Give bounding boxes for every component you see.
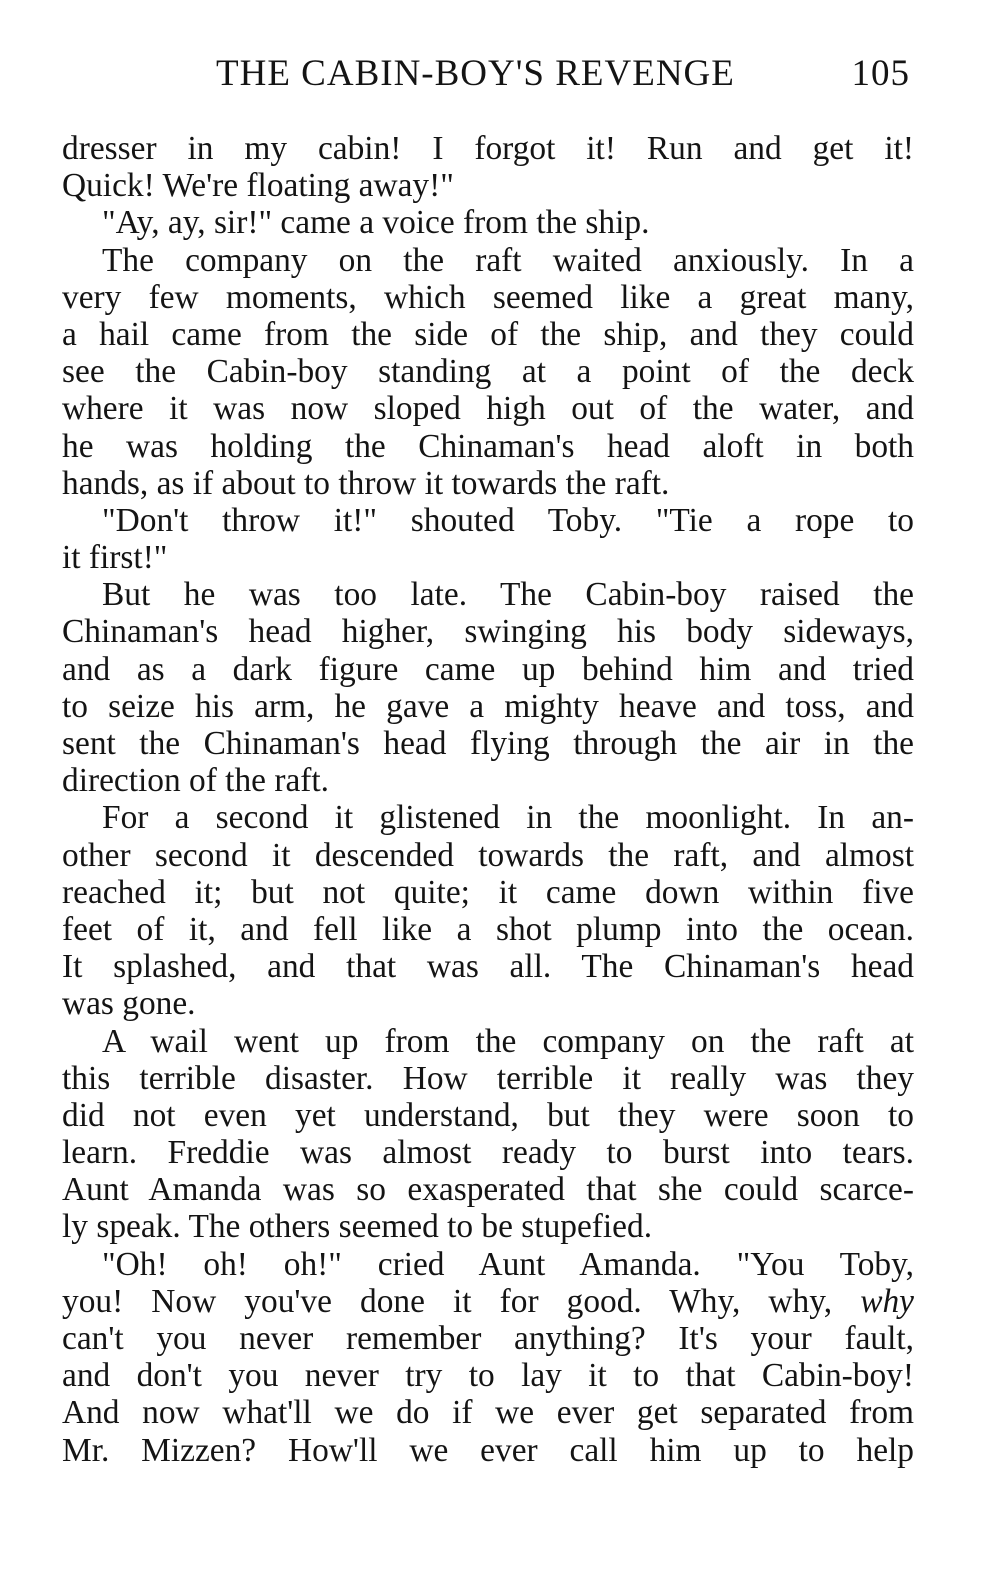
text-line — [62, 1134, 914, 1171]
text-line — [62, 1283, 914, 1320]
text-line-content: feet of it, and fell like a shot plump into the ocean. — [62, 910, 914, 948]
text-line-content: A wail went up from the company on the raft at — [102, 1022, 914, 1060]
text-line — [62, 1171, 914, 1208]
text-line — [62, 204, 914, 241]
text-line — [62, 279, 914, 316]
text-line-content: learn. Freddie was almost ready to burst into tears. — [62, 1134, 914, 1172]
text-line — [62, 688, 914, 725]
text-line — [62, 1023, 914, 1060]
running-head — [62, 52, 914, 100]
text-line-content: he was holding the Chinaman's head aloft in both — [62, 427, 914, 465]
text-line — [62, 651, 914, 688]
text-line — [62, 428, 914, 465]
text-line — [62, 353, 914, 390]
text-line-content: to seize his arm, he gave a mighty heave and toss, and — [62, 687, 914, 725]
text-line — [62, 837, 914, 874]
text-line — [62, 613, 914, 650]
text-line — [62, 1432, 914, 1469]
text-line — [62, 130, 914, 167]
text-line-content: direction of the raft. — [62, 762, 330, 800]
text-line-content: other second it descended towards the raft, and almost — [62, 836, 914, 874]
text-line-content: Chinaman's head higher, swinging his body sideways, — [62, 613, 914, 651]
text-line-content: "Ay, ay, sir!" came a voice from the ship. — [102, 204, 650, 242]
text-line — [62, 1246, 914, 1283]
text-line — [62, 1097, 914, 1134]
text-line-content: you! Now you've done it for good. Why, why, — [62, 1282, 861, 1320]
text-line — [62, 502, 914, 539]
text-line — [62, 167, 914, 204]
italic-word: why — [860, 1282, 914, 1320]
text-line-content: where it was now sloped high out of the water, and — [62, 390, 914, 428]
text-line — [62, 725, 914, 762]
text-line-content: it first!" — [62, 539, 168, 577]
text-line — [62, 948, 914, 985]
text-line — [62, 874, 914, 911]
text-line-content: a hail came from the side of the ship, and they could — [62, 315, 914, 353]
text-line — [62, 985, 914, 1022]
text-line-content: see the Cabin-boy standing at a point of the deck — [62, 353, 914, 391]
text-line-content: For a second it glistened in the moonlight. In an- — [102, 799, 914, 837]
text-line-content: was gone. — [62, 985, 196, 1023]
text-line — [62, 316, 914, 353]
text-line — [62, 799, 914, 836]
text-line — [62, 911, 914, 948]
text-line-content: The company on the raft waited anxiously. In a — [102, 241, 914, 279]
text-line-content: "Oh! oh! oh!" cried Aunt Amanda. "You Toby, — [102, 1245, 914, 1283]
text-line-content: did not even yet understand, but they were soon to — [62, 1096, 914, 1134]
text-line — [62, 1394, 914, 1431]
text-line-content: Mr. Mizzen? How'll we ever call him up to help — [62, 1431, 914, 1469]
text-line — [62, 539, 914, 576]
text-line-content: And now what'll we do if we ever get separated from — [62, 1394, 914, 1432]
body-text — [62, 130, 914, 1469]
text-line-content: Quick! We're floating away!" — [62, 167, 454, 205]
text-line-content: this terrible disaster. How terrible it really was they — [62, 1059, 914, 1097]
text-line-content: "Don't throw it!" shouted Toby. "Tie a rope to — [102, 501, 914, 539]
text-line-content: But he was too late. The Cabin-boy raised the — [102, 576, 914, 614]
text-line-content: sent the Chinaman's head flying through the air in the — [62, 725, 914, 762]
text-line — [62, 1060, 914, 1097]
text-line-content: can't you never remember anything? It's your fault, — [62, 1320, 914, 1357]
text-line — [62, 762, 914, 799]
text-line — [62, 1357, 914, 1394]
text-line-content: reached it; but not quite; it came down within five — [62, 873, 914, 911]
text-line — [62, 390, 914, 427]
text-line-content: and as a dark figure came up behind him and tried — [62, 650, 914, 688]
text-line — [62, 465, 914, 502]
text-line — [62, 1208, 914, 1245]
text-line-content: very few moments, which seemed like a great many, — [62, 278, 914, 316]
text-line-content: ly speak. The others seemed to be stupefied. — [62, 1208, 653, 1246]
text-line — [62, 242, 914, 279]
text-line-content: Aunt Amanda was so exasperated that she could scarce- — [62, 1171, 914, 1209]
text-line-content: It splashed, and that was all. The Chinaman's head — [62, 948, 914, 986]
text-line-content: hands, as if about to throw it towards the raft. — [62, 464, 670, 502]
text-line — [62, 576, 914, 613]
page-number: 105 — [851, 53, 910, 94]
text-line — [62, 1320, 914, 1357]
text-line-content: and don't you never try to lay it to that Cabin-boy! — [62, 1357, 914, 1395]
running-title: THE CABIN-BOY'S REVENGE — [216, 53, 735, 94]
text-line-content: dresser in my cabin! I forgot it! Run and get it! — [62, 130, 914, 167]
